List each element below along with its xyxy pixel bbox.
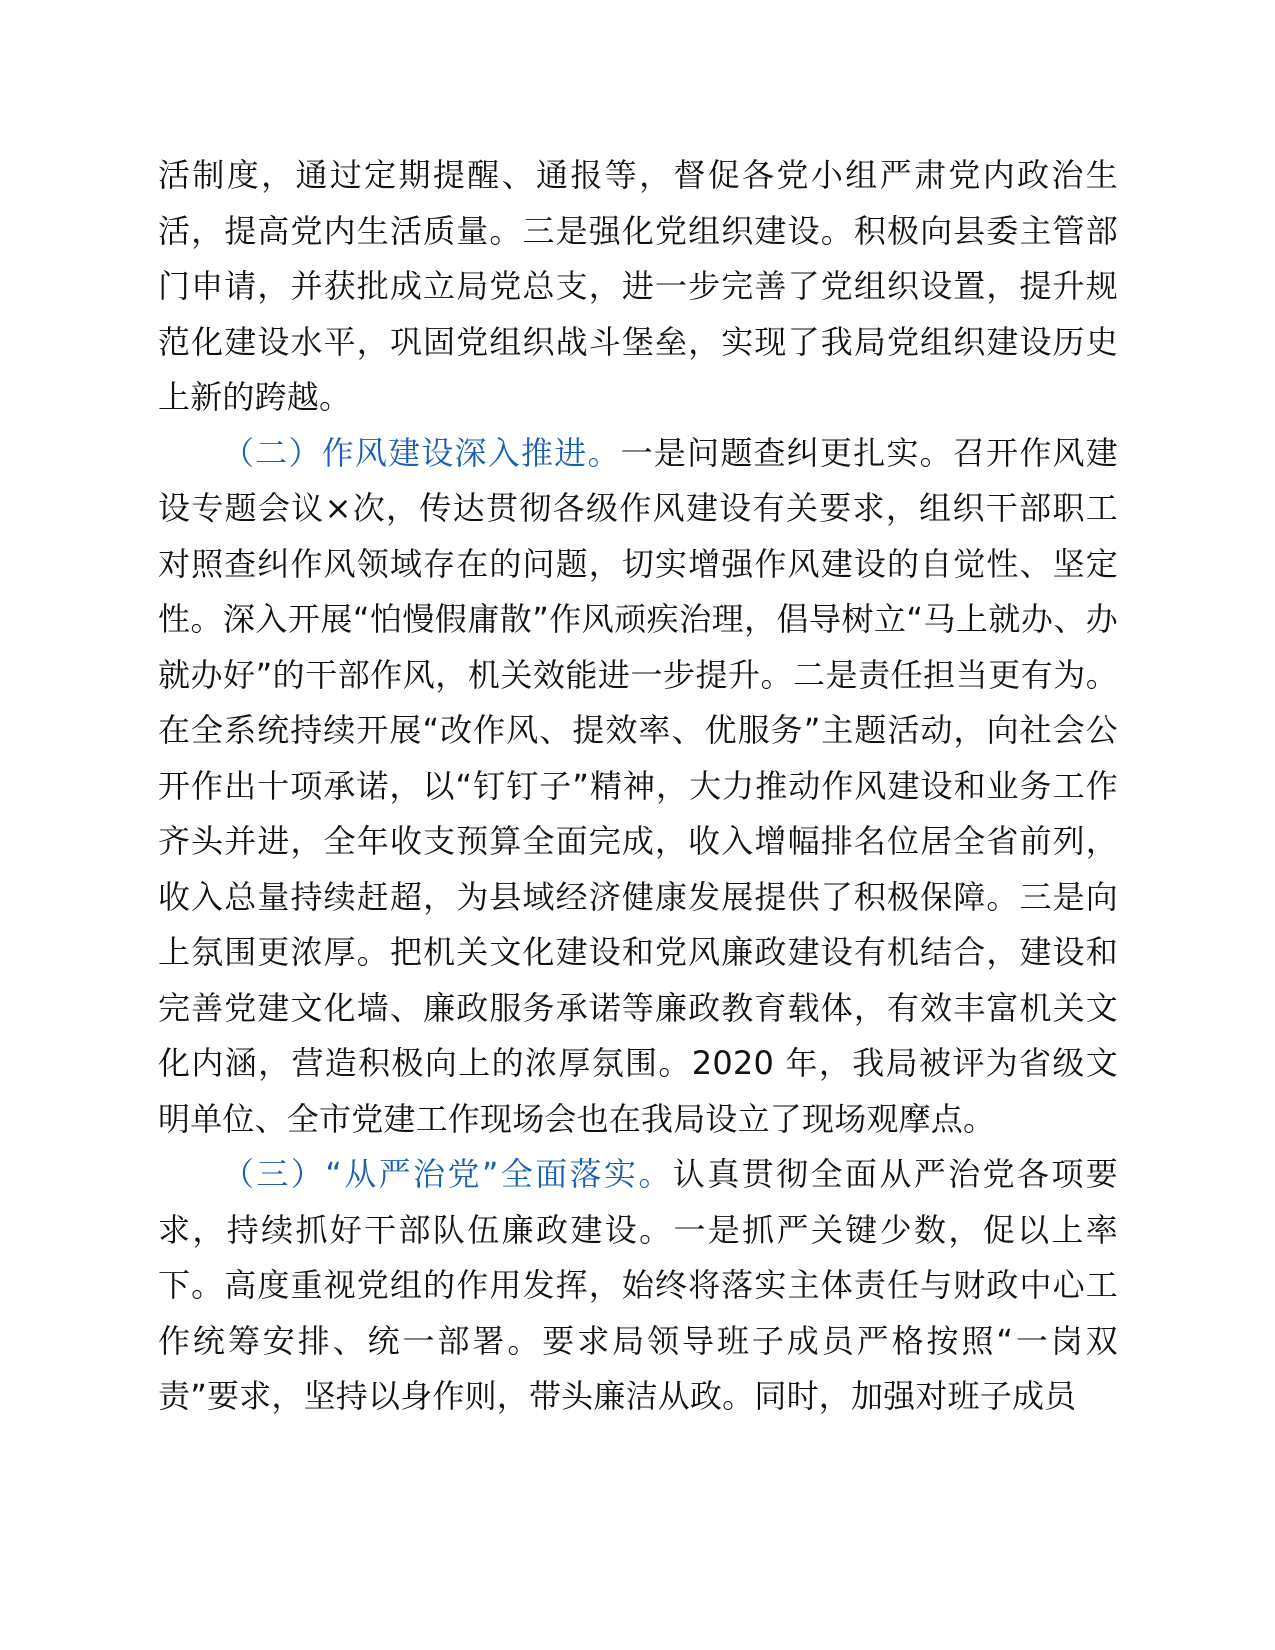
paragraph-2 (158, 426, 1118, 1148)
section-heading-2: （二）作风建设深入推进。 (222, 433, 621, 472)
paragraph-3 (158, 1147, 1118, 1425)
document-page (158, 148, 1118, 1425)
paragraph-3-text: 认真贯彻全面从严治党各项要求，持续抓好干部队伍廉政建设。一是抓严关键少数，促以上率下。高度重视党组的作用发挥，始终将落实主体责任与财政中心工作统筹安排、统一部署。要求局领导班子成员严格按照“一岗双责”要求，坚持以身作则，带头廉洁从政。同时，加强对班子成员 (158, 1155, 1118, 1415)
paragraph-1 (158, 148, 1118, 426)
section-heading-3: （三）“从严治党”全面落实。 (222, 1155, 673, 1193)
paragraph-1-text: 活制度，通过定期提醒、通报等，督促各党小组严肃党内政治生活，提高党内生活质量。三是强化党组织建设。积极向县委主管部门申请，并获批成立局党总支，进一步完善了党组织设置，提升规范化建设水平，巩固党组织战斗堡垒，实现了我局党组织建设历史上新的跨越。 (158, 156, 1118, 416)
paragraph-2-text: 一是问题查纠更扎实。召开作风建设专题会议×次，传达贯彻各级作风建设有关要求，组织干部职工对照查纠作风领域存在的问题，切实增强作风建设的自觉性、坚定性。深入开展“怕慢假庸散”作风顽疾治理，倡导树立“马上就办、办就办好”的干部作风，机关效能进一步提升。二是责任担当更有为。在全系统持续开展“改作风、提效率、优服务”主题活动，向社会公开作出十项承诺，以“钉钉子”精神，大力推动作风建设和业务工作齐头并进，全年收支预算全面完成，收入增幅排名位居全省前列，收入总量持续赶超，为县域经济健康发展提供了积极保障。三是向上氛围更浓厚。把机关文化建设和党风廉政建设有机结合，建设和完善党建文化墙、廉政服务承诺等廉政教育载体，有效丰富机关文化内涵，营造积极向上的浓厚氛围。2020 年，我局被评为省级文明单位、全市党建工作现场会也在我局设立了现场观摩点。 (158, 433, 1118, 1138)
